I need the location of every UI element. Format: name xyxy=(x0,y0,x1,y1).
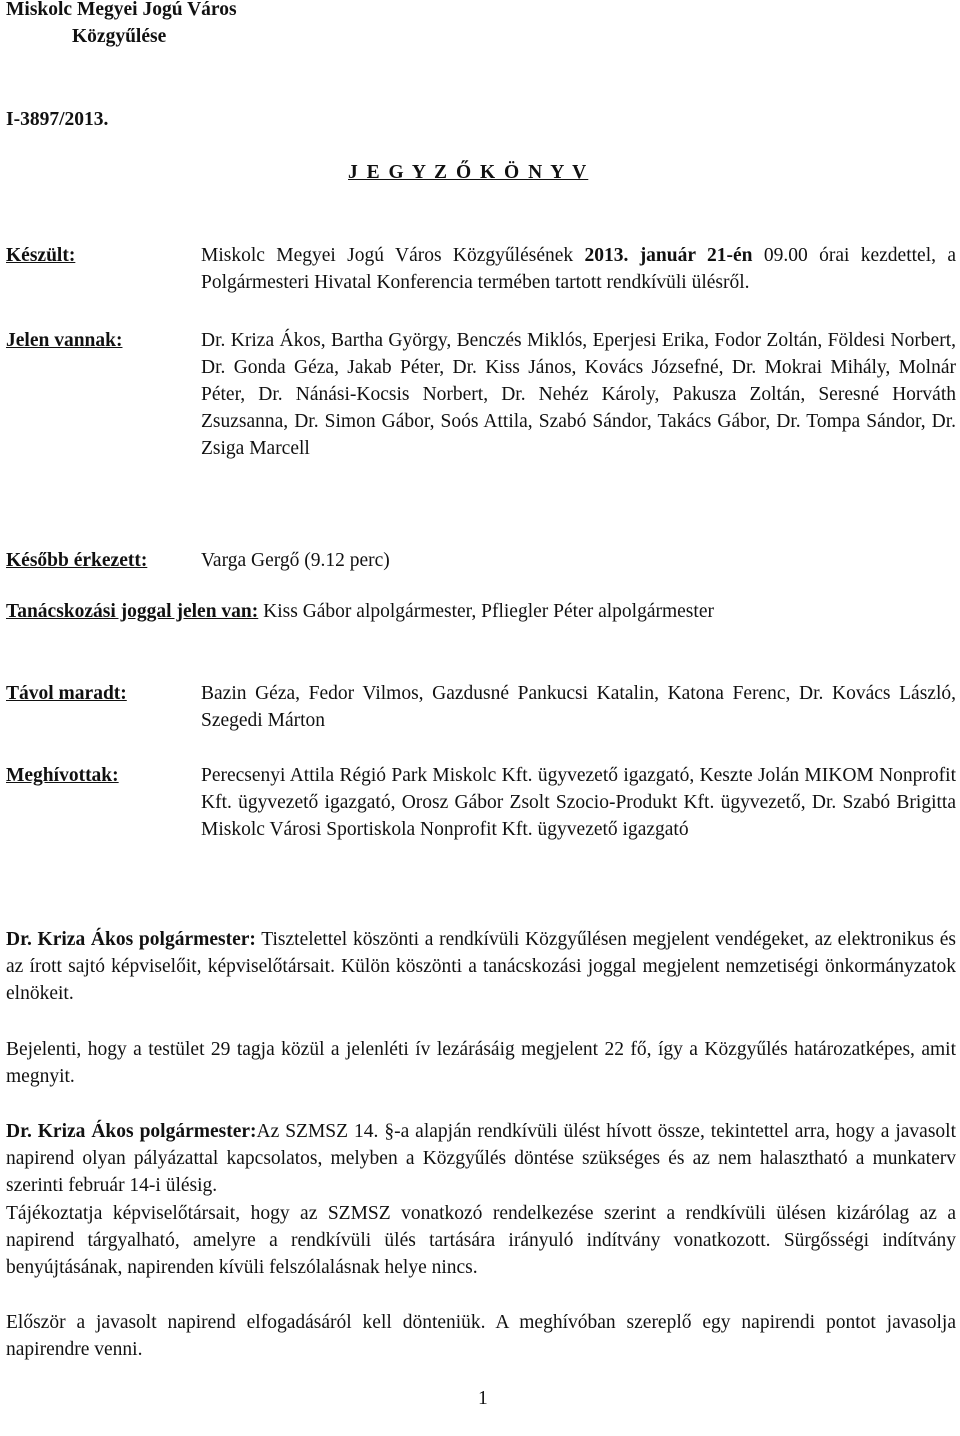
section-tanacskozasi xyxy=(6,598,956,625)
tavol-maradt-text: Bazin Géza, Fedor Vilmos, Gazdusné Pankucsi Katalin, Katona Ferenc, Dr. Kovács László, Szegedi Márton xyxy=(201,683,956,731)
meghivottak-text: Perecsenyi Attila Régió Park Miskolc Kft. ügyvezető igazgató, Keszte Jolán MIKOM Nonprofit Kft. ügyvezető igazgató, Orosz Gábor Zsolt Szocio-Produkt Kft. ügyvezető, Dr. Szabó Brigitta Miskolc Városi Sportiskola Nonprofit Kft. ügyvezető igazgató xyxy=(201,765,956,840)
org-line-1: Miskolc Megyei Jogú Város xyxy=(6,0,237,20)
tanacskozasi-text: Kiss Gábor alpolgármester, Pfliegler Péter alpolgármester xyxy=(258,601,714,622)
paragraph-5: Először a javasolt napirend elfogadásáról kell dönteniük. A meghívóban szereplő egy napirendi pontot javasolja napirendre venni. xyxy=(6,1312,956,1360)
document-number: I-3897/2013. xyxy=(6,109,109,130)
meghivottak-label: Meghívottak: xyxy=(6,765,119,786)
kesobb-erkezett-text: Varga Gergő (9.12 perc) xyxy=(201,550,390,571)
kesobb-erkezett-label: Később érkezett: xyxy=(6,550,148,571)
keszult-text: Miskolc Megyei Jogú Város Közgyűlésének 2013. január 21-én 09.00 órai kezdettel, a Polgármesteri Hivatal Konferencia termében tartott rendkívüli ülésről. xyxy=(201,245,956,293)
meeting-date: 2013. január 21-én xyxy=(584,245,753,266)
tanacskozasi-label: Tanácskozási joggal jelen van: xyxy=(6,601,259,622)
jelen-vannak-label: Jelen vannak: xyxy=(6,330,123,351)
paragraph-4: Tájékoztatja képviselőtársait, hogy az SZMSZ vonatkozó rendelkezése szerint a rendkívüli ülésen kizárólag az a napirend tárgyalható, amelyre a rendkívüli ülés tartására irányuló indítvány vonatkozott. Sürgősségi indítvány benyújtásának, napirenden kívüli felszólalásnak helye nincs. xyxy=(6,1203,956,1278)
speaker-label: Dr. Kriza Ákos polgármester: xyxy=(6,1121,257,1142)
org-line-2: Közgyűlése xyxy=(72,26,167,47)
speaker-label: Dr. Kriza Ákos polgármester: xyxy=(6,929,256,950)
jelen-vannak-text: Dr. Kriza Ákos, Bartha György, Benczés Miklós, Eperjesi Erika, Fodor Zoltán, Földesi Norbert, Dr. Gonda Géza, Jakab Péter, Dr. Kiss János, Kovács Józsefné, Dr. Mokrai Mihály, Molnár Péter, Dr. Nánási-Kocsis Norbert, Dr. Nehéz Károly, Pakusza Zoltán, Seresné Horváth Zsuzsanna, Dr. Simon Gábor, Soós Attila, Szabó Sándor, Takács Gábor, Dr. Tompa Sándor, Dr. Zsiga Marcell xyxy=(201,330,956,459)
tavol-maradt-label: Távol maradt: xyxy=(6,683,127,704)
keszult-label: Készült: xyxy=(6,245,76,266)
paragraph-2: Bejelenti, hogy a testület 29 tagja közül a jelenléti ív lezárásáig megjelent 22 fő, így a Közgyűlés határozatképes, amit megnyit. xyxy=(6,1039,956,1087)
document-title: J E G Y Z Ő K Ö N Y V xyxy=(348,162,589,183)
paragraph-1: Dr. Kriza Ákos polgármester: Tisztelettel köszönti a rendkívüli Közgyűlésen megjelent vendégeket, az elektronikus és az írott sajtó képviselőit, képviselőtársait. Külön köszönti a tanácskozási joggal megjelent nemzetiségi önkormányzatok elnökeit. xyxy=(6,929,956,1004)
paragraph-3: Dr. Kriza Ákos polgármester:Az SZMSZ 14. §-a alapján rendkívüli ülést hívott össze, tekintettel arra, hogy a javasolt napirend olyan pályázattal kapcsolatos, melyben a Közgyűlés döntése szükséges és az nem halasztható a munkaterv szerinti február 14-i ülésig. xyxy=(6,1121,957,1196)
page-number: 1 xyxy=(478,1388,488,1409)
organization-name xyxy=(6,0,237,50)
